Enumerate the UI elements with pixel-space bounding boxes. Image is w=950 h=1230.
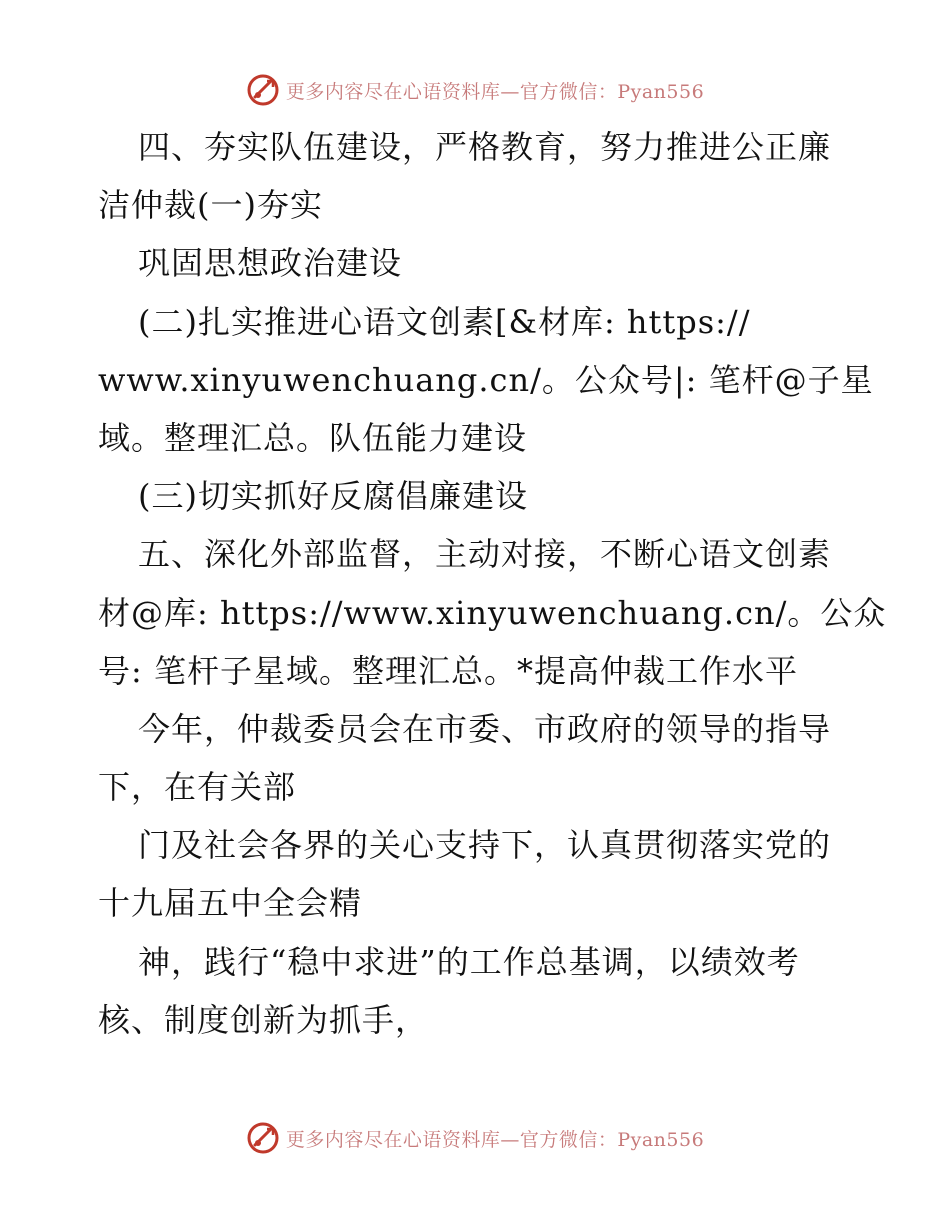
text-line: 门及社会各界的关心支持下，认真贯彻落实党的 <box>138 826 832 865</box>
text-line: 洁仲裁(一)夯实 <box>98 186 323 225</box>
document-body <box>98 118 887 1049</box>
banner-text: 更多内容尽在心语资料库—官方微信：Pyan556 <box>285 1128 705 1151</box>
text-line: 下，在有关部 <box>98 768 297 807</box>
logo-icon <box>246 73 280 107</box>
text-line: 神，践行“稳中求进”的工作总基调，以绩效考 <box>138 942 800 981</box>
text-line: 核、制度创新为抓手， <box>98 1000 429 1039</box>
text-line: 四、夯实队伍建设，严格教育，努力推进公正廉 <box>138 128 832 166</box>
text-line: 号: 笔杆子星域。整理汇总。*提高仲裁工作水平 <box>98 651 798 690</box>
text-line: 十九届五中全会精 <box>98 884 363 923</box>
header-banner <box>0 70 950 110</box>
text-line: 材@库: https://www.xinyuwenchuang.cn/。公众 <box>98 593 887 632</box>
banner-text: 更多内容尽在心语资料库—官方微信：Pyan556 <box>285 80 705 103</box>
text-line: 域。整理汇总。队伍能力建设 <box>98 418 528 457</box>
text-line: 巩固思想政治建设 <box>138 244 403 283</box>
text-line: (三)切实抓好反腐倡廉建设 <box>138 477 528 516</box>
logo-icon <box>246 1121 280 1155</box>
text-line: www.xinyuwenchuang.cn/。公众号|: 笔杆@子星 <box>98 360 874 399</box>
footer-banner <box>0 1118 950 1158</box>
text-line: (二)扎实推进心语文创素[&材库: https:// <box>138 302 751 341</box>
text-line: 五、深化外部监督，主动对接，不断心语文创素 <box>138 535 832 574</box>
text-line: 今年，仲裁委员会在市委、市政府的领导的指导 <box>138 709 832 748</box>
